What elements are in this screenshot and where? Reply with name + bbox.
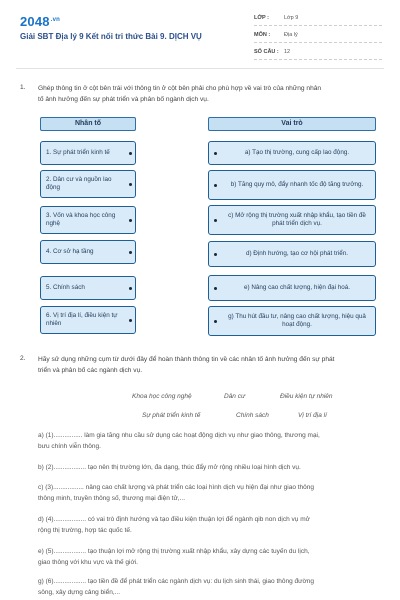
factor-label: 5. Chính sách <box>46 284 85 291</box>
factor-label: 4. Cơ sở hạ tầng <box>46 248 94 255</box>
right-column-header: Vai trò <box>208 117 376 131</box>
question-number: 1. <box>20 84 26 91</box>
question-text-line: Ghép thông tin ở cột bên trái với thông tin ở cột bên phải cho phù hợp về vai trò của những nhân <box>38 85 322 92</box>
fill-line: sông, xây dựng cảng biển,... <box>38 589 121 596</box>
connector-dot[interactable] <box>129 219 132 222</box>
connector-dot[interactable] <box>214 184 217 187</box>
connector-dot[interactable] <box>129 319 132 322</box>
role-item[interactable] <box>208 141 376 165</box>
connector-dot[interactable] <box>129 152 132 155</box>
factor-item[interactable] <box>40 206 136 234</box>
role-label: b) Tăng quy mô, đẩy nhanh tốc độ tăng trưởng. <box>230 181 364 188</box>
fill-line: b) (2).................. tạo nên thị trường lớn, đa dạng, thúc đẩy mở rộng nhiều loại hình dịch vụ. <box>38 464 301 471</box>
fill-line: e) (5).................. tạo thuận lợi mở rộng thị trường xuất nhập khẩu, xây dựng các tuyến du lịch, <box>38 548 310 555</box>
connector-dot[interactable] <box>129 251 132 254</box>
fill-item-b <box>38 462 384 473</box>
connector-dot[interactable] <box>214 287 217 290</box>
logo-text: 2048 <box>20 14 50 29</box>
meta-value: Lớp 9 <box>284 15 299 21</box>
word-bank-item: Điều kiện tự nhiên <box>280 393 333 400</box>
factor-item[interactable] <box>40 240 136 264</box>
word-bank-item: Khoa học công nghệ <box>132 393 192 400</box>
meta-row-class <box>254 12 382 26</box>
fill-line: giao thông với khu vực và thế giới. <box>38 559 138 566</box>
page-title: Giải SBT Địa lý 9 Kết nối tri thức Bài 9. DỊCH VỤ <box>20 32 202 41</box>
question-number: 2. <box>20 355 26 362</box>
factor-label: 3. Vốn và khoa học công nghệ <box>46 212 116 227</box>
question-text-line: tố ảnh hưởng đến sự phát triển và phân bố ngành dịch vụ. <box>38 96 209 103</box>
factor-label: 2. Dân cư và nguồn lao động <box>46 176 112 191</box>
fill-line: a) (1)................ làm gia tăng nhu cầu sử dụng các hoạt động dịch vụ như giao thông, thương mại, <box>38 432 320 439</box>
role-label: d) Định hướng, tạo cơ hội phát triển. <box>245 250 349 257</box>
fill-item-g <box>38 576 384 598</box>
connector-dot[interactable] <box>214 320 217 323</box>
role-item[interactable] <box>208 275 376 301</box>
fill-item-e <box>38 546 384 568</box>
word-bank-item: Dân cư <box>224 393 246 400</box>
connector-dot[interactable] <box>214 253 217 256</box>
factor-item[interactable] <box>40 170 136 198</box>
factor-label: 1. Sự phát triển kinh tế <box>46 149 110 156</box>
word-bank-item: Chính sách <box>236 412 269 419</box>
role-label: g) Thu hút đầu tư, nâng cao chất lượng, hiệu quả hoạt động. <box>228 313 366 328</box>
fill-line: bưu chính viễn thông. <box>38 443 101 450</box>
meta-label: SỐ CÂU : <box>254 49 279 55</box>
question-text-line: Hãy sử dụng những cụm từ dưới đây để hoàn thành thông tin về các nhân tố ảnh hưởng đến sự phát <box>38 356 335 363</box>
meta-value: 12 <box>284 49 291 55</box>
header-divider <box>16 68 384 69</box>
role-item[interactable] <box>208 170 376 200</box>
meta-row-subject <box>254 29 382 43</box>
question-text <box>38 354 384 376</box>
factor-label: 6. Vị trí địa lí, điều kiện tự nhiên <box>46 312 118 327</box>
question-text <box>38 83 384 105</box>
word-bank-item: Vị trí địa lí <box>298 412 327 419</box>
connector-dot[interactable] <box>129 183 132 186</box>
fill-line: thông minh, truyền thông số, thương mại điện tử,... <box>38 495 186 502</box>
connector-dot[interactable] <box>214 219 217 222</box>
role-label: a) Tạo thị trường, cung cấp lao động. <box>244 149 350 156</box>
role-label: e) Nâng cao chất lượng, hiện đại hoá. <box>243 284 350 291</box>
factor-item[interactable] <box>40 276 136 300</box>
fill-line: c) (3)................. nâng cao chất lượng và phát triển các loại hình dịch vụ hiện đại như giao thông <box>38 484 315 491</box>
meta-label: LỚP : <box>254 15 269 21</box>
fill-line: rộng thị trường, hợp tác quốc tế. <box>38 527 132 534</box>
fill-line: g) (6).................. tạo tiền đề để phát triển các ngành dịch vụ: du lịch sinh thái, giao thông đường <box>38 578 314 585</box>
role-item[interactable] <box>208 205 376 235</box>
left-column-header: Nhân tố <box>40 117 136 131</box>
connector-dot[interactable] <box>129 287 132 290</box>
question-text-line: triển và phân bố các ngành dịch vụ. <box>38 367 143 374</box>
role-item[interactable] <box>208 306 376 336</box>
page-header <box>0 0 400 72</box>
meta-label: MÔN : <box>254 32 271 38</box>
fill-item-d <box>38 514 384 536</box>
fill-item-c <box>38 482 384 504</box>
logo-suffix: .vn <box>50 16 61 23</box>
role-label: c) Mở rộng thị trường xuất nhập khẩu, tạo tiền đề phát triển dịch vụ. <box>228 212 366 227</box>
site-logo[interactable] <box>20 14 60 29</box>
factor-item[interactable] <box>40 141 136 165</box>
connector-dot[interactable] <box>214 152 217 155</box>
fill-item-a <box>38 430 384 452</box>
meta-row-count <box>254 46 382 60</box>
fill-line: d) (4).................. có vai trò định hướng và tạo điều kiện thuận lợi để ngành qib non dịch vụ mở <box>38 516 310 523</box>
meta-panel <box>254 12 382 63</box>
meta-value: Địa lý <box>284 32 298 38</box>
factor-item[interactable] <box>40 306 136 334</box>
role-item[interactable] <box>208 241 376 267</box>
word-bank-item: Sự phát triển kinh tế <box>142 412 201 419</box>
